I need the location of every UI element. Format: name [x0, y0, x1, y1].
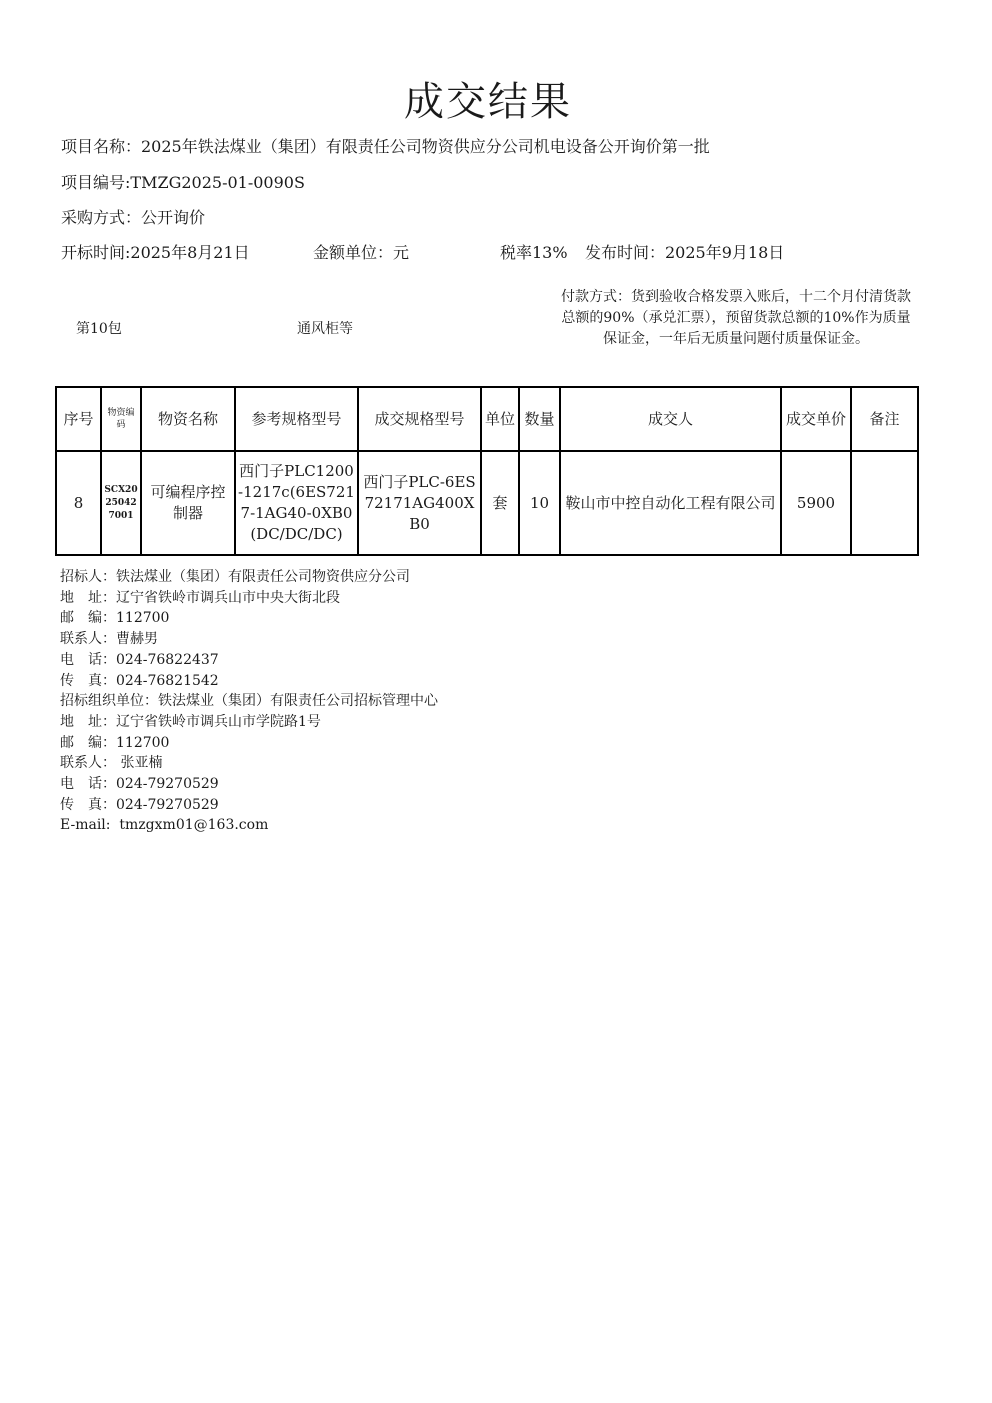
table-header-row — [56, 387, 918, 451]
document-title: 成交结果 — [404, 79, 572, 125]
tenderer-line: 招标人：铁法煤业（集团）有限责任公司物资供应分公司 — [60, 569, 410, 585]
agency-email-line: E-mail: tmzgxm01@163.com — [60, 817, 269, 834]
project-name: 项目名称：2025年铁法煤业（集团）有限责任公司物资供应分公司机电设备公开询价第一批 — [61, 137, 710, 156]
agency-phone-line: 电 话：024-79270529 — [60, 776, 219, 793]
header-winner: 成交人 — [560, 387, 781, 451]
agency-line: 招标组织单位：铁法煤业（集团）有限责任公司招标管理中心 — [60, 693, 438, 710]
payment-terms: 付款方式：货到验收合格发票入账后，十二个月付清货款总额的90%（承兑汇票），预留货款总额的10%作为质量保证金，一年后无质量问题付质量保证金。 — [561, 289, 911, 347]
header-deal-spec: 成交规格型号 — [358, 387, 481, 451]
tenderer-phone-line: 电 话：024-76822437 — [60, 651, 219, 668]
tenderer-postcode-line: 邮 编：112700 — [60, 610, 170, 627]
agency-fax-line: 传 真：024-79270529 — [60, 796, 219, 813]
cell-serial: 8 — [56, 451, 101, 555]
amount-unit: 金额单位：元 — [313, 243, 410, 262]
package-name: 通风柜等 — [297, 321, 353, 337]
cell-material-code: SCX20250427001 — [101, 451, 141, 555]
agency-contact-line: 联系人： 张亚楠 — [60, 755, 163, 772]
table-row — [56, 451, 918, 555]
package-number: 第10包 — [76, 321, 122, 337]
contact-block — [60, 567, 438, 836]
header-serial: 序号 — [56, 387, 101, 451]
tax-rate: 税率13% — [500, 243, 568, 262]
cell-deal-spec: 西门子PLC-6ES72171AG400XB0 — [358, 451, 481, 555]
procurement-method: 采购方式：公开询价 — [61, 208, 206, 227]
cell-remark — [851, 451, 918, 555]
agency-postcode-line: 邮 编：112700 — [60, 734, 170, 751]
cell-unit: 套 — [481, 451, 519, 555]
header-unit: 单位 — [481, 387, 519, 451]
publish-time: 发布时间：2025年9月18日 — [585, 243, 785, 262]
cell-material-name: 可编程序控制器 — [141, 451, 235, 555]
header-remark: 备注 — [851, 387, 918, 451]
bid-open-time: 开标时间:2025年8月21日 — [61, 243, 250, 262]
agency-address-line: 地 址：辽宁省铁岭市调兵山市学院路1号 — [60, 713, 321, 730]
header-material-code: 物资编码 — [101, 387, 141, 451]
result-table — [55, 386, 919, 556]
header-ref-spec: 参考规格型号 — [235, 387, 358, 451]
header-unit-price: 成交单价 — [781, 387, 851, 451]
tenderer-contact-line: 联系人：曹赫男 — [60, 631, 158, 648]
tenderer-fax-line: 传 真：024-76821542 — [60, 672, 219, 689]
tenderer-address-line: 地 址：辽宁省铁岭市调兵山市中央大街北段 — [60, 589, 340, 606]
cell-quantity: 10 — [519, 451, 560, 555]
header-material-name: 物资名称 — [141, 387, 235, 451]
header-quantity: 数量 — [519, 387, 560, 451]
cell-winner: 鞍山市中控自动化工程有限公司 — [560, 451, 781, 555]
cell-ref-spec: 西门子PLC1200-1217c(6ES7217-1AG40-0XB0(DC/DC/DC) — [235, 451, 358, 555]
cell-unit-price: 5900 — [781, 451, 851, 555]
project-number: 项目编号:TMZG2025-01-0090S — [61, 173, 305, 192]
